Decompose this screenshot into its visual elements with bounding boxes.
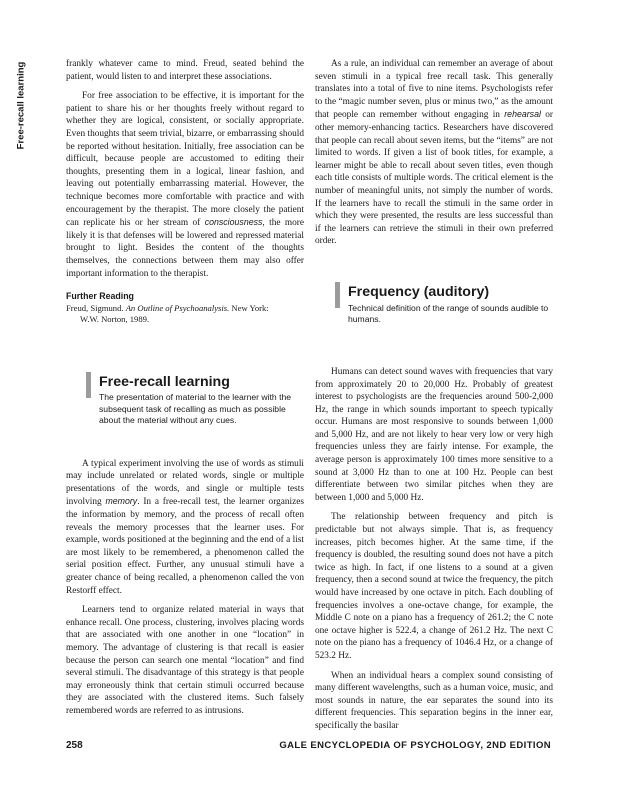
- further-reading-heading: Further Reading: [66, 291, 134, 302]
- paragraph: [66, 458, 304, 598]
- further-reading-citation: [66, 303, 304, 326]
- page-number: 258: [66, 740, 83, 751]
- text-run: Freud, Sigmund.: [66, 302, 126, 313]
- paragraph: frankly whatever came to mind. Freud, seated behind the patient, would listen to and interpret these associations.: [66, 59, 304, 82]
- running-head: Free-recall learning: [15, 61, 27, 150]
- book-title-footer: GALE ENCYCLOPEDIA OF PSYCHOLOGY, 2ND EDITION: [279, 740, 551, 751]
- paragraph: [66, 90, 304, 280]
- right-column: [315, 58, 553, 740]
- glossary-term: memory: [105, 496, 138, 507]
- paragraph: [315, 58, 553, 248]
- text-run: A typical experiment involving the use of words as stimuli may include unrelated or related words, single or multiple presentations of the words, and single or multiple tests involving: [66, 458, 304, 508]
- entry-title: Free-recall learning: [99, 373, 230, 390]
- entry-marker-bar: [335, 282, 340, 308]
- text-run: New York:: [229, 302, 269, 313]
- entry-marker-bar: [86, 372, 91, 398]
- paragraph: Learners tend to organize related material in ways that enhance recall. One process, clustering, involves placing words that are associated with one another in one “location” in memory. The advantage of clustering is that recall is easier because the person can search one mental “location” and find several stimuli. The disadvantage of this strategy is that people may erroneously think that certain stimuli occurred because they are associated with the clustered items. Such falsely remembered words are referred to as intrusions.: [66, 605, 304, 716]
- paragraph: When an individual hears a complex sound consisting of many different wavelengths, such as a human voice, music, and most sounds in nature, the ear separates the sound into its different frequencies. This separation begins in the inner ear, specifically the basilar: [315, 670, 553, 731]
- paragraph: The relationship between frequency and pitch is predictable but not always simple. That is, as frequency increases, pitch becomes higher. At the same time, if the frequency is doubled, the resulting sound does not have a pitch twice as high. In fact, if one listens to a sound at a given frequency, then a second sound at twice the frequency, the pitch would have increased by one octave in pitch. Each doubling of frequencies involves a one-octave change, for example, the Middle C note on a piano has a frequency of 261.2; the C note one octave higher is 522.4, a change of 261.2 Hz. The next C note on the piano has a frequency of 1046.4 Hz, or a change of 523.2 Hz.: [315, 512, 553, 661]
- text-run: For free association to be effective, it is important for the patient to share his or her thoughts freely without regard to whether they are logical, consistent, or socially appropriate. Even thoughts that seem trivial, bizarre, or embarrassing should be reported without hesitation. Initially, free association can be difficult, because people are accustomed to editing their thoughts, presenting them in a logical, linear fashion, and leaving out potentially embarrassing material. However, the technique becomes more comfortable with practice and with encouragement by the therapist. The more closely the patient can replicate his or her stream of: [66, 91, 304, 229]
- citation-title: An Outline of Psychoanalysis.: [125, 302, 230, 313]
- paragraph: Humans can detect sound waves with frequencies that vary from approximately 20 to 20,000 Hz. Probably of greatest interest to psychologists are the frequencies around 500-2,000 Hz, the range in which sounds important to speech typically occur. Humans are most responsive to sounds between 1,000 and 5,000 Hz, and are not likely to hear very low or very high frequencies unless they are fairly intense. For example, the average person is approximately 100 times more sensitive to a sound at 3,000 Hz than to one at 100 Hz. People can best differentiate between two similar pitches when they are between 1,000 and 5,000 Hz.: [315, 366, 553, 503]
- entry-header-frequency: [315, 274, 553, 350]
- entry-definition: Technical definition of the range of sounds audible to humans.: [348, 302, 549, 325]
- glossary-term: consciousness: [204, 217, 263, 228]
- text-run: or other memory-enhancing tactics. Researchers have discovered that people can recall about seven items, but the “items” are not limited to words. If given a list of book titles, for example, a learner might be able to recall about seven titles, even though each title consists of multiple words. The critical element is the number of meaningful units, not simply the number of words. If the learners have to recall the stimuli in the same order in which they were presented, the results are less successful than if the learners can retrieve the stimuli in their own preferred order.: [315, 110, 553, 247]
- text-run: As a rule, an individual can remember an average of about seven stimuli in a typical free recall task. This generally translates into a total of five to nine items. Psychologists refer to the “magic number seven, plus or minus two,” as the amount that people can remember without engaging in: [315, 59, 553, 121]
- glossary-term: rehearsal: [504, 109, 541, 120]
- entry-definition: The presentation of material to the learner with the subsequent task of recalling as much as possible about the material without any cues.: [99, 392, 292, 426]
- entry-header-free-recall: [66, 364, 304, 440]
- entry-title: Frequency (auditory): [348, 283, 490, 300]
- left-column: [66, 58, 304, 725]
- citation-publisher: W.W. Norton, 1989.: [80, 314, 150, 325]
- running-head-tab: [14, 62, 28, 152]
- text-run: . In a free-recall test, the learner organizes the information by memory, and the process of recall often reveals the memory processes that the learner uses. For example, words positioned at the beginning and the end of a list are most likely to be remembered, a phenomenon called the serial position effect. Further, any unusual stimuli have a greater chance of being recalled, a phenomenon called the von Restorff effect.: [66, 497, 304, 596]
- text-run: , the more likely it is that defenses will be lowered and repressed material brought to light. Besides the content of the thoughts themselves, the connections between them may also offer important information to the therapist.: [66, 218, 304, 279]
